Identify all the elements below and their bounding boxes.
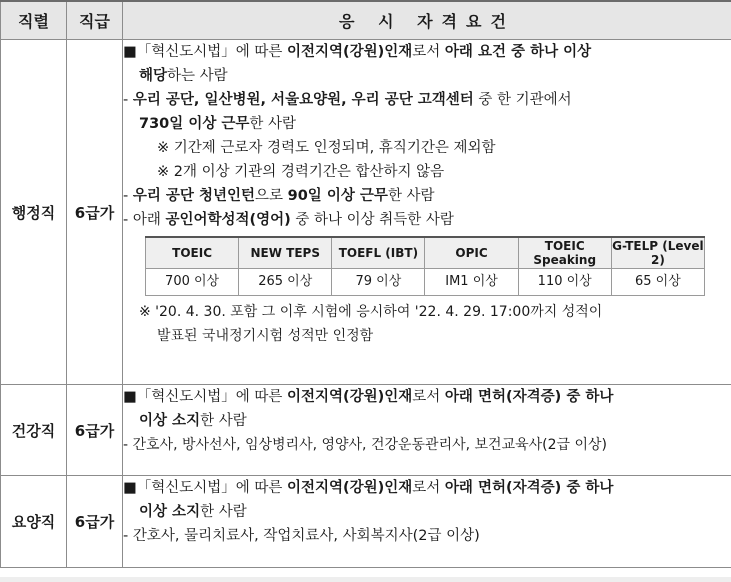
lang-header: TOEIC Speaking (518, 237, 611, 269)
note: 발표된 국내정기시험 성적만 인정함 (157, 328, 374, 344)
lang-value: IM1 이상 (425, 269, 518, 296)
requirement-intern: - 우리 공단 청년인턴으로 90일 이상 근무한 사람 (123, 188, 435, 204)
requirements-cell: ■「혁신도시법」에 따른 이전지역(강원)인재로서 아래 면허(자격증) 중 하나 이상 소지한 사람 - 간호사, 방사선사, 임상병리사, 영양사, 건강운동관리사, 보건교육사(2급 이상) (123, 385, 731, 476)
header-requirements: 응 시 자격요건 (123, 1, 731, 40)
language-score-table (145, 236, 705, 296)
header-series: 직렬 (1, 1, 67, 40)
bottom-band (0, 577, 731, 582)
row-care (1, 476, 731, 568)
grade-cell: 6급가 (67, 476, 123, 568)
requirements-cell: ■「혁신도시법」에 따른 이전지역(강원)인재로서 아래 면허(자격증) 중 하나 이상 소지한 사람 - 간호사, 물리치료사, 작업치료사, 사회복지사(2급 이상) (123, 476, 731, 568)
row-admin (1, 40, 731, 385)
header-row (1, 1, 731, 40)
series-cell: 건강직 (1, 385, 67, 476)
requirement-work: - 우리 공단, 일산병원, 서울요양원, 우리 공단 고객센터 중 한 기관에서 (123, 92, 572, 108)
grade-cell: 6급가 (67, 40, 123, 385)
header-grade: 직급 (67, 1, 123, 40)
note: ※ 기간제 근로자 경력도 인정되며, 휴직기간은 제외함 (157, 140, 496, 156)
note: ※ '20. 4. 30. 포함 그 이후 시험에 응시하여 '22. 4. 29. 17:00까지 성적이 (139, 304, 603, 320)
lang-value: 700 이상 (146, 269, 239, 296)
lang-value: 110 이상 (518, 269, 611, 296)
note: ※ 2개 이상 기관의 경력기간은 합산하지 않음 (157, 164, 445, 180)
lang-header: G-TELP (Level 2) (612, 239, 704, 267)
requirement-main: ■「혁신도시법」에 따른 이전지역(강원)인재로서 아래 면허(자격증) 중 하나 (123, 389, 614, 405)
lang-header: TOEIC (146, 237, 239, 269)
lang-header: OPIC (425, 237, 518, 269)
lang-value: 79 이상 (332, 269, 425, 296)
license-list: - 간호사, 방사선사, 임상병리사, 영양사, 건강운동관리사, 보건교육사(2급 이상) (123, 437, 608, 453)
series-cell: 행정직 (1, 40, 67, 385)
requirement-language: - 아래 공인어학성적(영어) 중 하나 이상 취득한 사람 (123, 212, 454, 228)
lang-header: NEW TEPS (239, 237, 332, 269)
lang-header: TOEFL (IBT) (332, 237, 425, 269)
requirements-cell: ■「혁신도시법」에 따른 이전지역(강원)인재로서 아래 요건 중 하나 이상 해당하는 사람 - 우리 공단, 일산병원, 서울요양원, 우리 공단 고객센터 중 한 기관에서 730일 이상 근무한 사람 ※ 기간제 근로자 경력도 인정되며, 휴직기간은 제외함 ※ 2개 이상 기관의 경력기간은 합산하지 않음 - 우리 공단 청년인턴으로 90일 이상 근무한 사람 - 아래 공인어학성적(영어) 중 하나 이상 취득한 사람 TOEIC NEW TEPS TOEFL (IBT) OPIC TOEIC Speaking G-TELP (Level 2) 700 이상 265 이상 79 이상 IM1 이상 110 이상 65 이상 ※ '20. 4. 30. 포함 그 이후 시험에 응시하여 '22. 4. 29. 17:00까지 성적이 발표된 국내정기시험 성적만 인정함 (123, 40, 731, 385)
requirement-main: ■「혁신도시법」에 따른 이전지역(강원)인재로서 아래 면허(자격증) 중 하나 (123, 480, 614, 496)
lang-value: 265 이상 (239, 269, 332, 296)
row-health (1, 385, 731, 476)
requirement-main: ■「혁신도시법」에 따른 이전지역(강원)인재로서 아래 요건 중 하나 이상 (123, 44, 592, 60)
series-cell: 요양직 (1, 476, 67, 568)
license-list: - 간호사, 물리치료사, 작업치료사, 사회복지사(2급 이상) (123, 528, 480, 544)
grade-cell: 6급가 (67, 385, 123, 476)
lang-value: 65 이상 (611, 269, 704, 296)
